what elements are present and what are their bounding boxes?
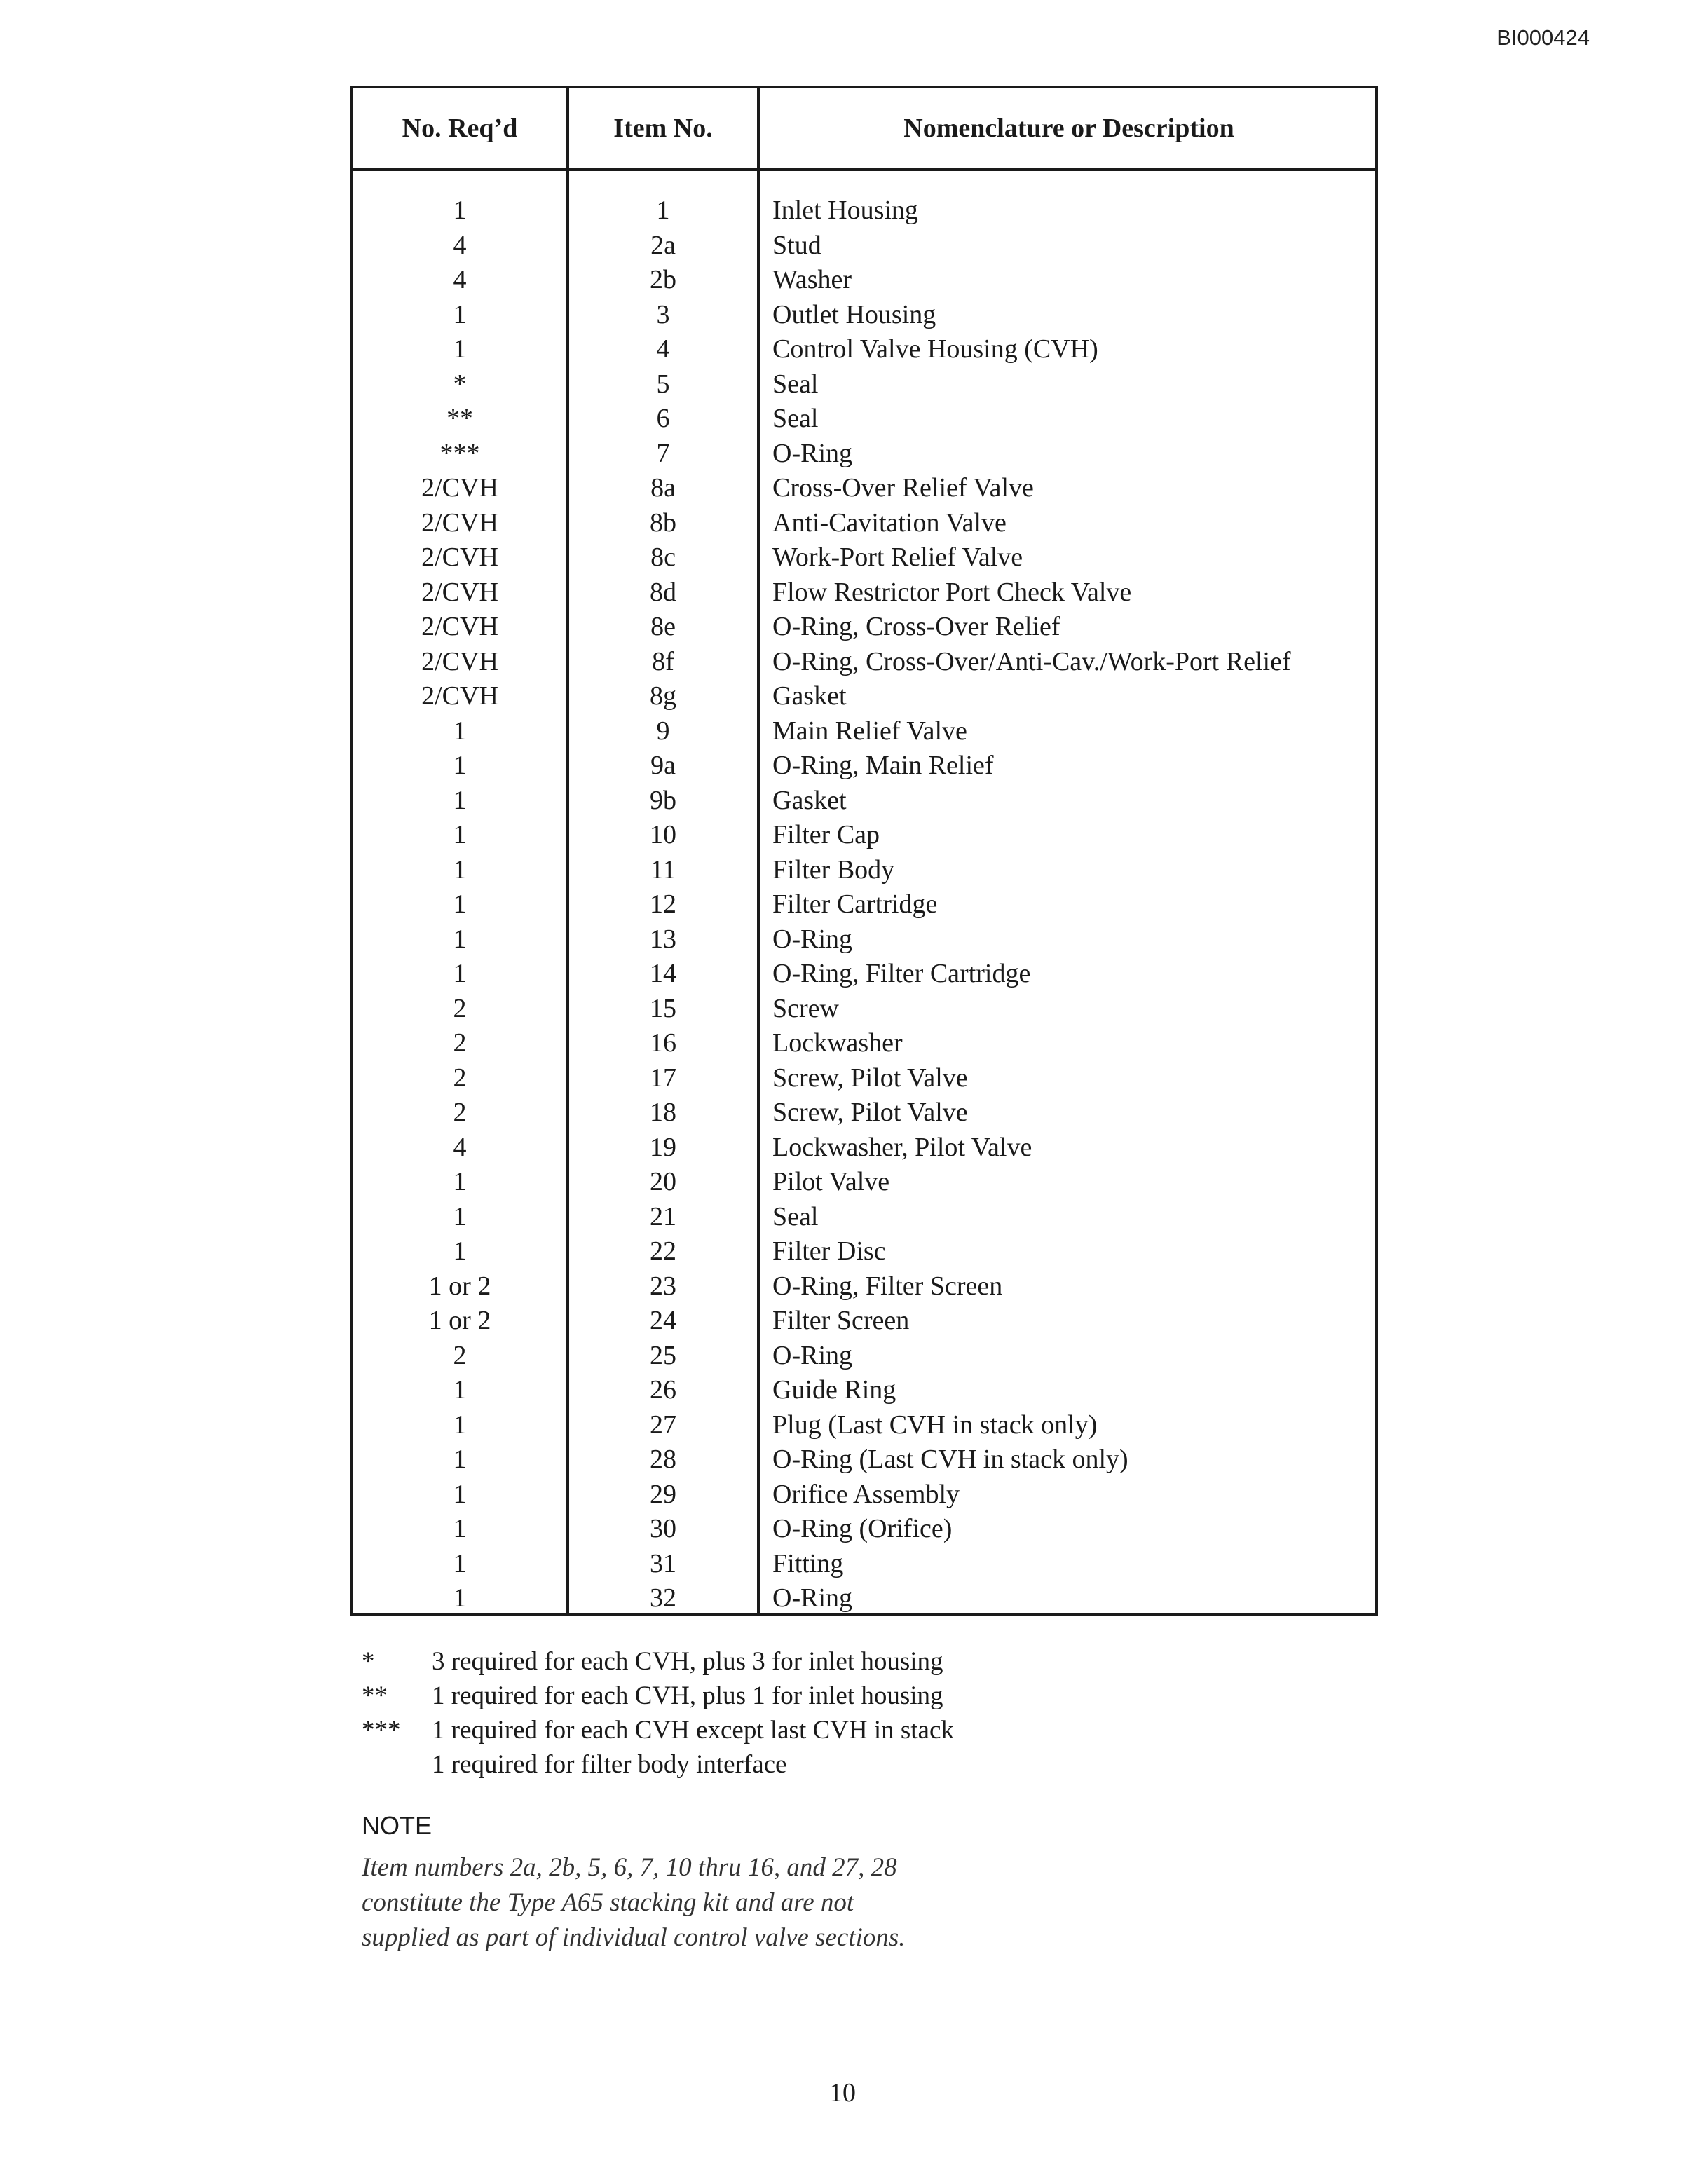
table-body <box>353 193 1375 1616</box>
item-number-cell: 8b <box>650 507 676 538</box>
item-number-cell: 8f <box>652 646 674 676</box>
table-row <box>353 1165 1375 1200</box>
description-cell: Outlet Housing <box>772 299 936 329</box>
item-number-cell: 9b <box>650 785 676 815</box>
qty-required-cell: 2/CVH <box>421 646 498 676</box>
description-cell: Filter Disc <box>772 1236 886 1266</box>
item-number-cell: 8d <box>650 577 676 607</box>
description-cell: Anti-Cavitation Valve <box>772 507 1007 538</box>
description-cell: Filter Cartridge <box>772 889 938 919</box>
qty-required-cell: 1 <box>453 889 467 919</box>
description-cell: O-Ring, Cross-Over Relief <box>772 612 1060 641</box>
table-row <box>353 1408 1375 1443</box>
description-cell: Fitting <box>772 1548 844 1578</box>
table-row <box>353 1269 1375 1304</box>
description-cell: O-Ring, Cross-Over/Anti-Cav./Work-Port Relief <box>772 646 1291 676</box>
description-cell: O-Ring, Filter Cartridge <box>772 959 1031 988</box>
table-row <box>353 922 1375 957</box>
table-row <box>353 332 1375 367</box>
table-row <box>353 818 1375 853</box>
description-cell: Lockwasher, Pilot Valve <box>772 1132 1032 1162</box>
description-cell: Orifice Assembly <box>772 1479 960 1509</box>
description-cell: Inlet Housing <box>772 196 918 225</box>
qty-required-cell: 4 <box>453 1132 467 1162</box>
item-number-cell: 9 <box>656 716 670 746</box>
item-number-cell: 8c <box>650 542 676 572</box>
description-cell: O-Ring (Last CVH in stack only) <box>772 1445 1128 1474</box>
table-row <box>353 1234 1375 1269</box>
description-cell: Filter Screen <box>772 1306 910 1335</box>
qty-required-cell: 1 <box>453 785 467 815</box>
item-number-cell: 11 <box>650 854 676 885</box>
item-number-cell: 28 <box>650 1445 676 1474</box>
item-number-cell: 14 <box>650 959 676 988</box>
table-row <box>353 228 1375 264</box>
table-row <box>353 992 1375 1027</box>
qty-required-cell: 1 <box>453 1236 467 1266</box>
qty-required-cell: 1 <box>453 299 467 329</box>
item-number-cell: 1 <box>656 196 670 225</box>
qty-required-cell: 2/CVH <box>421 612 498 641</box>
qty-required-cell: 1 <box>453 334 467 364</box>
page-number: 10 <box>829 2078 856 2108</box>
qty-required-cell: 2/CVH <box>421 473 498 503</box>
note-line: constitute the Type A65 stacking kit and are not <box>362 1888 854 1917</box>
note-body <box>362 1850 906 1956</box>
note-heading: NOTE <box>362 1811 432 1840</box>
table-row <box>353 887 1375 922</box>
qty-required-cell: 1 <box>453 1479 467 1509</box>
item-number-cell: 12 <box>650 889 676 919</box>
description-cell: Screw <box>772 993 839 1023</box>
footnote-text: 1 required for each CVH except last CVH in stack <box>432 1716 954 1745</box>
table-row <box>353 437 1375 472</box>
table-row <box>353 714 1375 749</box>
qty-required-cell: 2 <box>453 993 467 1023</box>
qty-required-cell: 1 <box>453 1583 467 1613</box>
table-row <box>353 610 1375 645</box>
description-cell: Washer <box>772 265 852 294</box>
table-row <box>353 1131 1375 1166</box>
qty-required-cell: 1 <box>453 1375 467 1405</box>
qty-required-cell: 4 <box>453 230 467 260</box>
qty-required-cell: 4 <box>453 265 467 294</box>
item-number-cell: 29 <box>650 1479 676 1509</box>
table-row <box>353 1442 1375 1477</box>
table-row <box>353 471 1375 506</box>
footnote-text: 1 required for each CVH, plus 1 for inlet housing <box>432 1681 943 1710</box>
qty-required-cell: 1 <box>453 1167 467 1196</box>
qty-required-cell: 1 <box>453 959 467 988</box>
item-number-cell: 3 <box>656 299 670 329</box>
description-cell: Lockwasher <box>772 1028 903 1058</box>
footnote-text: 1 required for filter body interface <box>432 1750 787 1779</box>
qty-required-cell: * <box>453 369 467 399</box>
table-row <box>353 402 1375 437</box>
qty-required-cell: 1 <box>453 924 467 954</box>
footnote-mark: *** <box>362 1716 401 1745</box>
qty-required-cell: 1 <box>453 820 467 849</box>
description-cell: Screw, Pilot Valve <box>772 1098 968 1127</box>
description-cell: O-Ring, Main Relief <box>772 751 994 780</box>
note-line: supplied as part of individual control valve sections. <box>362 1923 906 1952</box>
item-number-cell: 16 <box>650 1028 676 1058</box>
item-number-cell: 9a <box>650 751 676 780</box>
item-number-cell: 21 <box>650 1201 676 1231</box>
item-number-cell: 8e <box>650 612 676 641</box>
item-number-cell: 27 <box>650 1410 676 1440</box>
table-row <box>353 1373 1375 1408</box>
table-row <box>353 1061 1375 1096</box>
qty-required-cell: 2/CVH <box>421 542 498 572</box>
column-header-no-reqd: No. Req’d <box>402 114 518 143</box>
item-number-cell: 5 <box>656 369 670 399</box>
qty-required-cell: 1 or 2 <box>428 1306 491 1335</box>
description-cell: Cross-Over Relief Valve <box>772 473 1034 503</box>
parts-table <box>350 86 1378 1616</box>
table-row <box>353 1096 1375 1131</box>
table-row <box>353 1026 1375 1061</box>
qty-required-cell: 2 <box>453 1028 467 1058</box>
description-cell: Guide Ring <box>772 1375 896 1405</box>
qty-required-cell: 2 <box>453 1340 467 1370</box>
qty-required-cell: 2/CVH <box>421 681 498 711</box>
footnote-mark: * <box>362 1647 375 1676</box>
description-cell: Screw, Pilot Valve <box>772 1063 968 1093</box>
table-row <box>353 1477 1375 1513</box>
description-cell: Flow Restrictor Port Check Valve <box>772 577 1132 607</box>
qty-required-cell: 1 <box>453 854 467 885</box>
table-row <box>353 645 1375 680</box>
description-cell: O-Ring <box>772 438 852 468</box>
item-number-cell: 26 <box>650 1375 676 1405</box>
description-cell: Seal <box>772 404 819 433</box>
item-number-cell: 23 <box>650 1271 676 1301</box>
item-number-cell: 18 <box>650 1098 676 1127</box>
item-number-cell: 22 <box>650 1236 676 1266</box>
table-row <box>353 540 1375 575</box>
table-row <box>353 298 1375 333</box>
description-cell: O-Ring <box>772 1583 852 1613</box>
qty-required-cell: 1 <box>453 1410 467 1440</box>
header-divider <box>353 168 1375 171</box>
description-cell: Control Valve Housing (CVH) <box>772 334 1098 364</box>
item-number-cell: 2a <box>650 230 676 260</box>
qty-required-cell: 1 <box>453 1514 467 1543</box>
item-number-cell: 19 <box>650 1132 676 1162</box>
table-row <box>353 1200 1375 1235</box>
qty-required-cell: 1 <box>453 1201 467 1231</box>
description-cell: O-Ring <box>772 1340 852 1370</box>
description-cell: O-Ring <box>772 924 852 954</box>
description-cell: Seal <box>772 1201 819 1231</box>
table-row <box>353 1512 1375 1547</box>
table-row <box>353 506 1375 541</box>
description-cell: Gasket <box>772 785 847 815</box>
qty-required-cell: 2/CVH <box>421 577 498 607</box>
description-cell: Seal <box>772 369 819 399</box>
table-row <box>353 749 1375 784</box>
description-cell: Filter Cap <box>772 820 880 849</box>
table-row <box>353 1581 1375 1616</box>
item-number-cell: 8a <box>650 473 676 503</box>
description-cell: Work-Port Relief Valve <box>772 542 1023 572</box>
document-id: BI000424 <box>1496 25 1590 50</box>
item-number-cell: 24 <box>650 1306 676 1335</box>
description-cell: Filter Body <box>772 854 895 885</box>
note-line: Item numbers 2a, 2b, 5, 6, 7, 10 thru 16, and 27, 28 <box>362 1853 897 1882</box>
table-row <box>353 1547 1375 1582</box>
qty-required-cell: *** <box>439 438 480 468</box>
description-cell: O-Ring (Orifice) <box>772 1514 953 1543</box>
table-row <box>353 575 1375 610</box>
description-cell: Pilot Valve <box>772 1167 890 1196</box>
item-number-cell: 15 <box>650 993 676 1023</box>
table-row <box>353 193 1375 228</box>
item-number-cell: 20 <box>650 1167 676 1196</box>
footnote-mark: ** <box>362 1681 388 1710</box>
qty-required-cell: 2/CVH <box>421 507 498 538</box>
item-number-cell: 7 <box>656 438 670 468</box>
qty-required-cell: 1 <box>453 196 467 225</box>
qty-required-cell: 1 <box>453 1445 467 1474</box>
qty-required-cell: 2 <box>453 1098 467 1127</box>
table-row <box>353 853 1375 888</box>
item-number-cell: 32 <box>650 1583 676 1613</box>
table-row <box>353 1339 1375 1374</box>
footnote-text: 3 required for each CVH, plus 3 for inlet housing <box>432 1647 943 1676</box>
description-cell: Main Relief Valve <box>772 716 967 746</box>
qty-required-cell: 1 <box>453 716 467 746</box>
description-cell: Gasket <box>772 681 847 711</box>
description-cell: Stud <box>772 230 821 260</box>
item-number-cell: 4 <box>656 334 670 364</box>
qty-required-cell: 1 <box>453 1548 467 1578</box>
column-header-description: Nomenclature or Description <box>903 114 1234 143</box>
table-row <box>353 1304 1375 1339</box>
item-number-cell: 25 <box>650 1340 676 1370</box>
description-cell: O-Ring, Filter Screen <box>772 1271 1003 1301</box>
item-number-cell: 31 <box>650 1548 676 1578</box>
item-number-cell: 17 <box>650 1063 676 1093</box>
item-number-cell: 8g <box>650 681 676 711</box>
item-number-cell: 6 <box>656 404 670 433</box>
qty-required-cell: 1 <box>453 751 467 780</box>
table-row <box>353 367 1375 402</box>
column-header-item-no: Item No. <box>613 114 713 143</box>
item-number-cell: 10 <box>650 820 676 849</box>
table-row <box>353 679 1375 714</box>
item-number-cell: 2b <box>650 265 676 294</box>
item-number-cell: 30 <box>650 1514 676 1543</box>
qty-required-cell: 2 <box>453 1063 467 1093</box>
qty-required-cell: ** <box>446 404 473 433</box>
table-row <box>353 957 1375 992</box>
table-row <box>353 784 1375 819</box>
table-row <box>353 263 1375 298</box>
qty-required-cell: 1 or 2 <box>428 1271 491 1301</box>
description-cell: Plug (Last CVH in stack only) <box>772 1410 1098 1440</box>
item-number-cell: 13 <box>650 924 676 954</box>
